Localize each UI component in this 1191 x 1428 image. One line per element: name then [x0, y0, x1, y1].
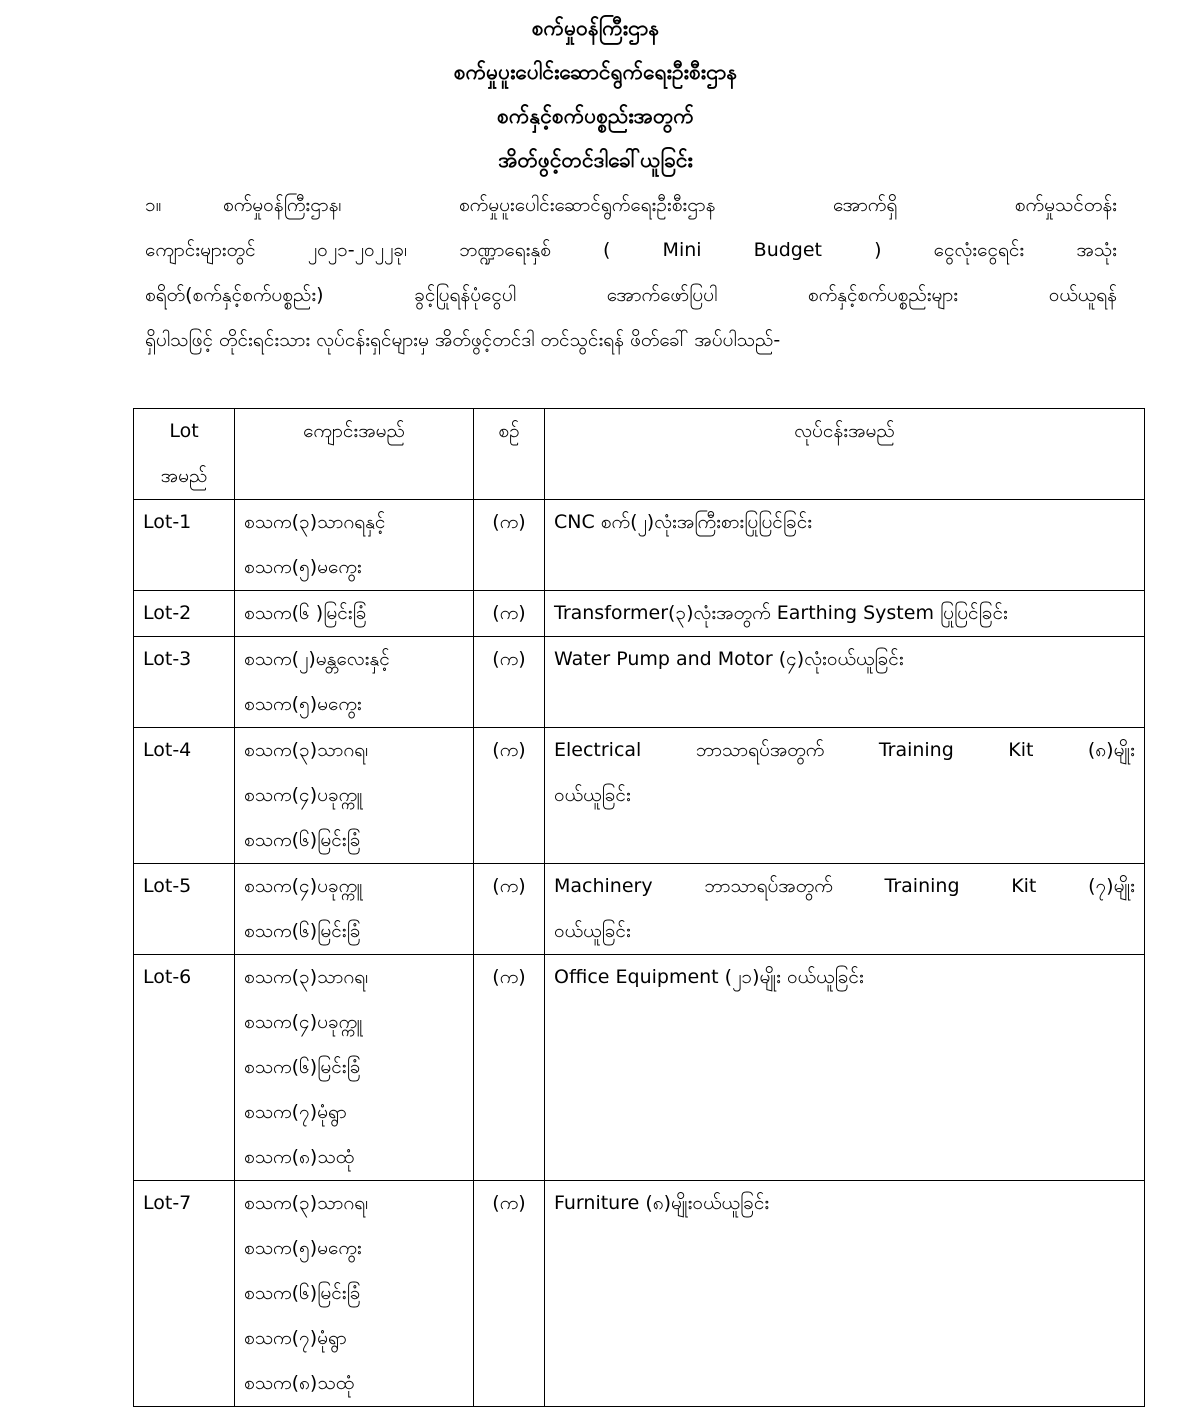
intro-paragraph: [145, 183, 1117, 363]
school-name: စသက(၃)သာဂရ၊: [244, 966, 369, 988]
lot-cell: Lot-6: [134, 955, 235, 1181]
work-description: Water Pump and Motor (၄)လုံးဝယ်ယူခြင်း: [554, 648, 904, 670]
item-number-cell: (က): [474, 591, 545, 637]
header-work: လုပ်ငန်းအမည်: [545, 409, 1145, 500]
school-name: စသက(၆)မြင်းခြံ: [244, 829, 361, 851]
school-name: စသက(၃)သာဂရ၊: [244, 1192, 369, 1214]
table-row: [134, 955, 1145, 1181]
table-row: [134, 1181, 1145, 1407]
intro-line-3: စရိတ်(စက်နှင့်စက်ပစ္စည်း) ခွင့်ပြုရန်ပုံငွေပါ အောက်ဖော်ပြပါ စက်နှင့်စက်ပစ္စည်းများ ဝယ်ယူရန်: [145, 284, 1117, 306]
table-body: [134, 500, 1145, 1407]
lot-cell: Lot-2: [134, 591, 235, 637]
school-cell: [235, 637, 474, 728]
school-name: စသက(၅)မကွေး: [244, 1237, 362, 1259]
lot-cell: Lot-4: [134, 728, 235, 864]
school-name: စသက(၄)ပခုက္ကူ: [244, 1011, 363, 1033]
header-lot-line: အမည်: [160, 465, 208, 487]
school-name: စသက(၇)မုံရွာ: [244, 1101, 347, 1123]
table-header-row: [134, 409, 1145, 500]
work-description: CNC စက်(၂)လုံးအကြီးစားပြုပြင်ခြင်း: [554, 511, 813, 533]
header-lot: [134, 409, 235, 500]
ministry-heading: စက်မှုဝန်ကြီးဌာန: [531, 16, 660, 40]
paragraph-number: ၁။: [145, 194, 162, 216]
school-name: စသက(၆)မြင်းခြံ: [244, 1282, 361, 1304]
school-name: စသက(၄)ပခုက္ကူ: [244, 784, 363, 806]
school-name: စသက(၆)မြင်းခြံ: [244, 1056, 361, 1078]
header-no: စဉ်: [474, 409, 545, 500]
work-description: Electrical ဘာသာရပ်အတွက် Training Kit (၈)မျိုး: [554, 739, 1135, 761]
school-name: စသက(၂)မန္တလေးနှင့်: [244, 648, 390, 670]
item-number-cell: (က): [474, 1181, 545, 1407]
school-cell: [235, 1181, 474, 1407]
school-cell: [235, 500, 474, 591]
intro-line-1: [145, 183, 1117, 228]
subject-heading: စက်နှင့်စက်ပစ္စည်းအတွက်: [497, 104, 694, 128]
school-name: စသက(၄)ပခုက္ကူ: [244, 875, 363, 897]
school-name: စသက(၆)မြင်းခြံ: [244, 920, 361, 942]
intro-line-4: ရှိပါသဖြင့် တိုင်းရင်းသား လုပ်ငန်းရှင်များမှ အိတ်ဖွင့်တင်ဒါ တင်သွင်းရန် ဖိတ်ခေါ် အပ်ပါသည်-: [145, 329, 781, 351]
school-name: စသက(၃)သာဂရနှင့်: [244, 511, 386, 533]
item-number-cell: (က): [474, 864, 545, 955]
department-heading: စက်မှုပူးပေါင်းဆောင်ရွက်ရေးဦးစီးဌာန: [453, 60, 738, 84]
work-description: Transformer(၃)လုံးအတွက် Earthing System ပြုပြင်ခြင်း: [554, 602, 1008, 624]
tender-title-heading: အိတ်ဖွင့်တင်ဒါခေါ်ယူခြင်း: [498, 148, 693, 172]
lots-table: [133, 408, 1145, 1407]
work-cell: [545, 591, 1145, 637]
school-cell: [235, 591, 474, 637]
school-name: စသက(၅)မကွေး: [244, 693, 362, 715]
table-row: [134, 728, 1145, 864]
intro-line-2: ကျောင်းများတွင် ၂၀၂၁-၂၀၂၂ခု၊ ဘဏ္ဍာရေးနှစ် ( Mini Budget ) ငွေလုံးငွေရင်း အသုံး: [145, 239, 1117, 261]
work-description: Office Equipment (၂၁)မျိုး ဝယ်ယူခြင်း: [554, 966, 864, 988]
lot-cell: Lot-7: [134, 1181, 235, 1407]
work-cell: [545, 637, 1145, 728]
item-number-cell: (က): [474, 955, 545, 1181]
school-name: စသက(၈)သထုံ: [244, 1372, 355, 1394]
table-row: [134, 591, 1145, 637]
work-description: ဝယ်ယူခြင်း: [554, 784, 631, 806]
item-number-cell: (က): [474, 500, 545, 591]
lot-cell: Lot-3: [134, 637, 235, 728]
table-row: [134, 637, 1145, 728]
school-name: စသက(၆ )မြင်းခြံ: [244, 602, 367, 624]
work-description: ဝယ်ယူခြင်း: [554, 920, 631, 942]
school-cell: [235, 864, 474, 955]
work-cell: [545, 864, 1145, 955]
school-cell: [235, 955, 474, 1181]
intro-line-1-text: စက်မှုဝန်ကြီးဌာန၊ စက်မှုပူးပေါင်းဆောင်ရွက်ရေးဦးစီးဌာန အောက်ရှိ စက်မှုသင်တန်း: [223, 194, 1117, 216]
lot-cell: Lot-1: [134, 500, 235, 591]
header-lot-line: Lot: [169, 420, 199, 442]
table-row: [134, 500, 1145, 591]
school-name: စသက(၇)မုံရွာ: [244, 1327, 347, 1349]
table-row: [134, 864, 1145, 955]
item-number-cell: (က): [474, 728, 545, 864]
school-name: စသက(၃)သာဂရ၊: [244, 739, 369, 761]
work-description: Machinery ဘာသာရပ်အတွက် Training Kit (၇)မျိုး: [554, 875, 1135, 897]
work-cell: [545, 955, 1145, 1181]
school-name: စသက(၈)သထုံ: [244, 1146, 355, 1168]
item-number-cell: (က): [474, 637, 545, 728]
work-cell: [545, 500, 1145, 591]
work-cell: [545, 1181, 1145, 1407]
work-cell: [545, 728, 1145, 864]
work-description: Furniture (၈)မျိုးဝယ်ယူခြင်း: [554, 1192, 770, 1214]
school-cell: [235, 728, 474, 864]
school-name: စသက(၅)မကွေး: [244, 556, 362, 578]
lot-cell: Lot-5: [134, 864, 235, 955]
header-school: ကျောင်းအမည်: [235, 409, 474, 500]
